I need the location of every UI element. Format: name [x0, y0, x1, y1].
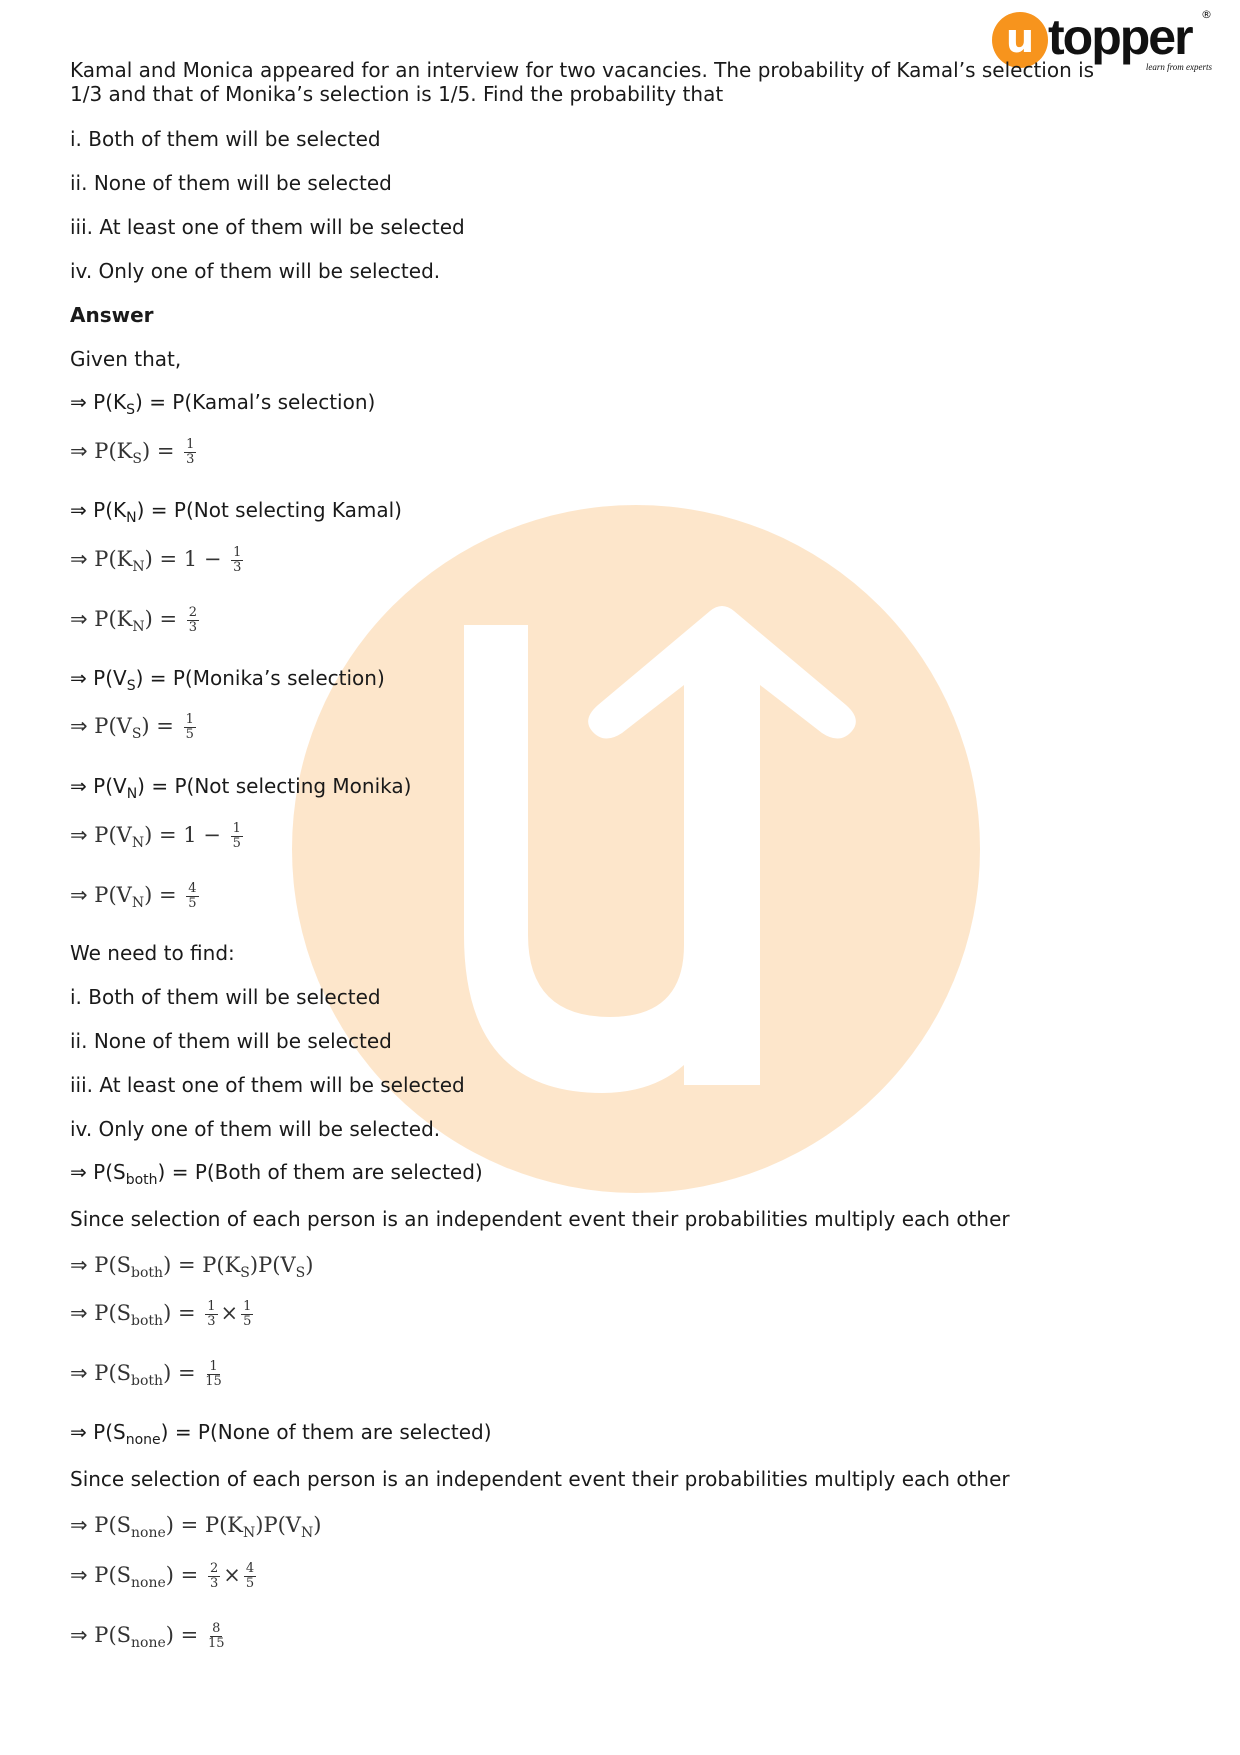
independence-note: Since selection of each person is an independent event their probabilities multiply each other — [70, 1467, 1010, 1491]
need-label: We need to find: — [70, 941, 235, 965]
answer-part: iii. At least one of them will be selected — [70, 1073, 465, 1097]
equation-line: ⇒ $P(S_{none})$ = P(None of them are selected) — [70, 1420, 492, 1448]
given-label: Given that, — [70, 347, 182, 371]
fraction: $\frac{4}{5}$ — [245, 1561, 255, 1591]
fraction: $\frac{1}{5}$ — [243, 1299, 252, 1329]
equation-line: ⇒ $P(S_{both}) = P(K_S)P(V_S)$ — [70, 1253, 314, 1282]
answer-part: i. Both of them will be selected — [70, 985, 381, 1009]
equation-line: ⇒ $P(K_N)$ = $\frac{2}{3}$ — [70, 605, 198, 636]
question-part: iii. At least one of them will be selected — [70, 215, 465, 239]
equation-line: ⇒ $P(S_{both})$ = P(Both of them are selected) — [70, 1160, 483, 1188]
equation-line: ⇒ $P(V_S)$ = P(Monika’s selection) — [70, 666, 385, 694]
equation-line: ⇒ $P(K_S)$ = $\frac{1}{3}$ — [70, 437, 195, 468]
question-part: i. Both of them will be selected — [70, 127, 381, 151]
fraction: $\frac{1}{5}$ — [232, 821, 241, 851]
equation-line: ⇒ $P(S_{both})$ = $\frac{1}{3}$ × $\frac{1}{5}$ — [70, 1299, 252, 1330]
question-part: ii. None of them will be selected — [70, 171, 392, 195]
fraction: $\frac{8}{15}$ — [207, 1621, 225, 1651]
equation-line: ⇒ $P(V_N)$ = $\frac{4}{5}$ — [70, 881, 197, 912]
equation-line: ⇒ $P(S_{none}) = P(K_N)P(V_N)$ — [70, 1513, 322, 1542]
equation-line: ⇒ $P(V_S)$ = $\frac{1}{5}$ — [70, 712, 194, 743]
fraction: $\frac{2}{3}$ — [209, 1561, 219, 1591]
fraction: $\frac{1}{3}$ — [186, 437, 195, 467]
fraction: $\frac{4}{5}$ — [188, 881, 197, 911]
logo-tagline: learn from experts — [1145, 62, 1212, 72]
equation-line: ⇒ $P(V_N) = 1$ − $\frac{1}{5}$ — [70, 821, 241, 852]
equation-line: ⇒ $P(K_N) = P(Not$ selecting Kamal) — [70, 498, 402, 526]
equation-line: ⇒ $P(S_{none})$ = $\frac{2}{3}$ × $\frac{4}{5}$ — [70, 1561, 255, 1592]
equation-line: ⇒ $P(V_N) = P(Not$ selecting Monika) — [70, 774, 412, 802]
fraction: $\frac{1}{5}$ — [185, 712, 194, 742]
question-part: iv. Only one of them will be selected. — [70, 259, 441, 283]
answer-part: ii. None of them will be selected — [70, 1029, 392, 1053]
logo-badge-icon: u — [992, 12, 1048, 68]
fraction: $\frac{2}{3}$ — [188, 605, 198, 635]
answer-heading: Answer — [70, 303, 154, 327]
equation-line: ⇒ $P(K_S)$ = P(Kamal’s selection) — [70, 390, 376, 418]
equation-line: ⇒ $P(S_{none})$ = $\frac{8}{15}$ — [70, 1621, 225, 1652]
independence-note: Since selection of each person is an independent event their probabilities multiply each other — [70, 1207, 1010, 1231]
equation-line: ⇒ $P(K_N) = 1$ − $\frac{1}{3}$ — [70, 545, 242, 576]
fraction: $\frac{1}{3}$ — [207, 1299, 216, 1329]
answer-part: iv. Only one of them will be selected. — [70, 1117, 441, 1141]
question-text: Kamal and Monica appeared for an interview for two vacancies. The probability of Kamal’s selection is 1/3 and that of Monika’s selection is 1/5. Find the probability that — [70, 58, 1095, 106]
equation-line: ⇒ $P(S_{both})$ = $\frac{1}{15}$ — [70, 1359, 222, 1390]
fraction: $\frac{1}{15}$ — [205, 1359, 222, 1389]
registered-mark: ® — [1201, 8, 1212, 21]
logo-wordmark: topper — [1048, 9, 1192, 65]
fraction: $\frac{1}{3}$ — [233, 545, 242, 575]
